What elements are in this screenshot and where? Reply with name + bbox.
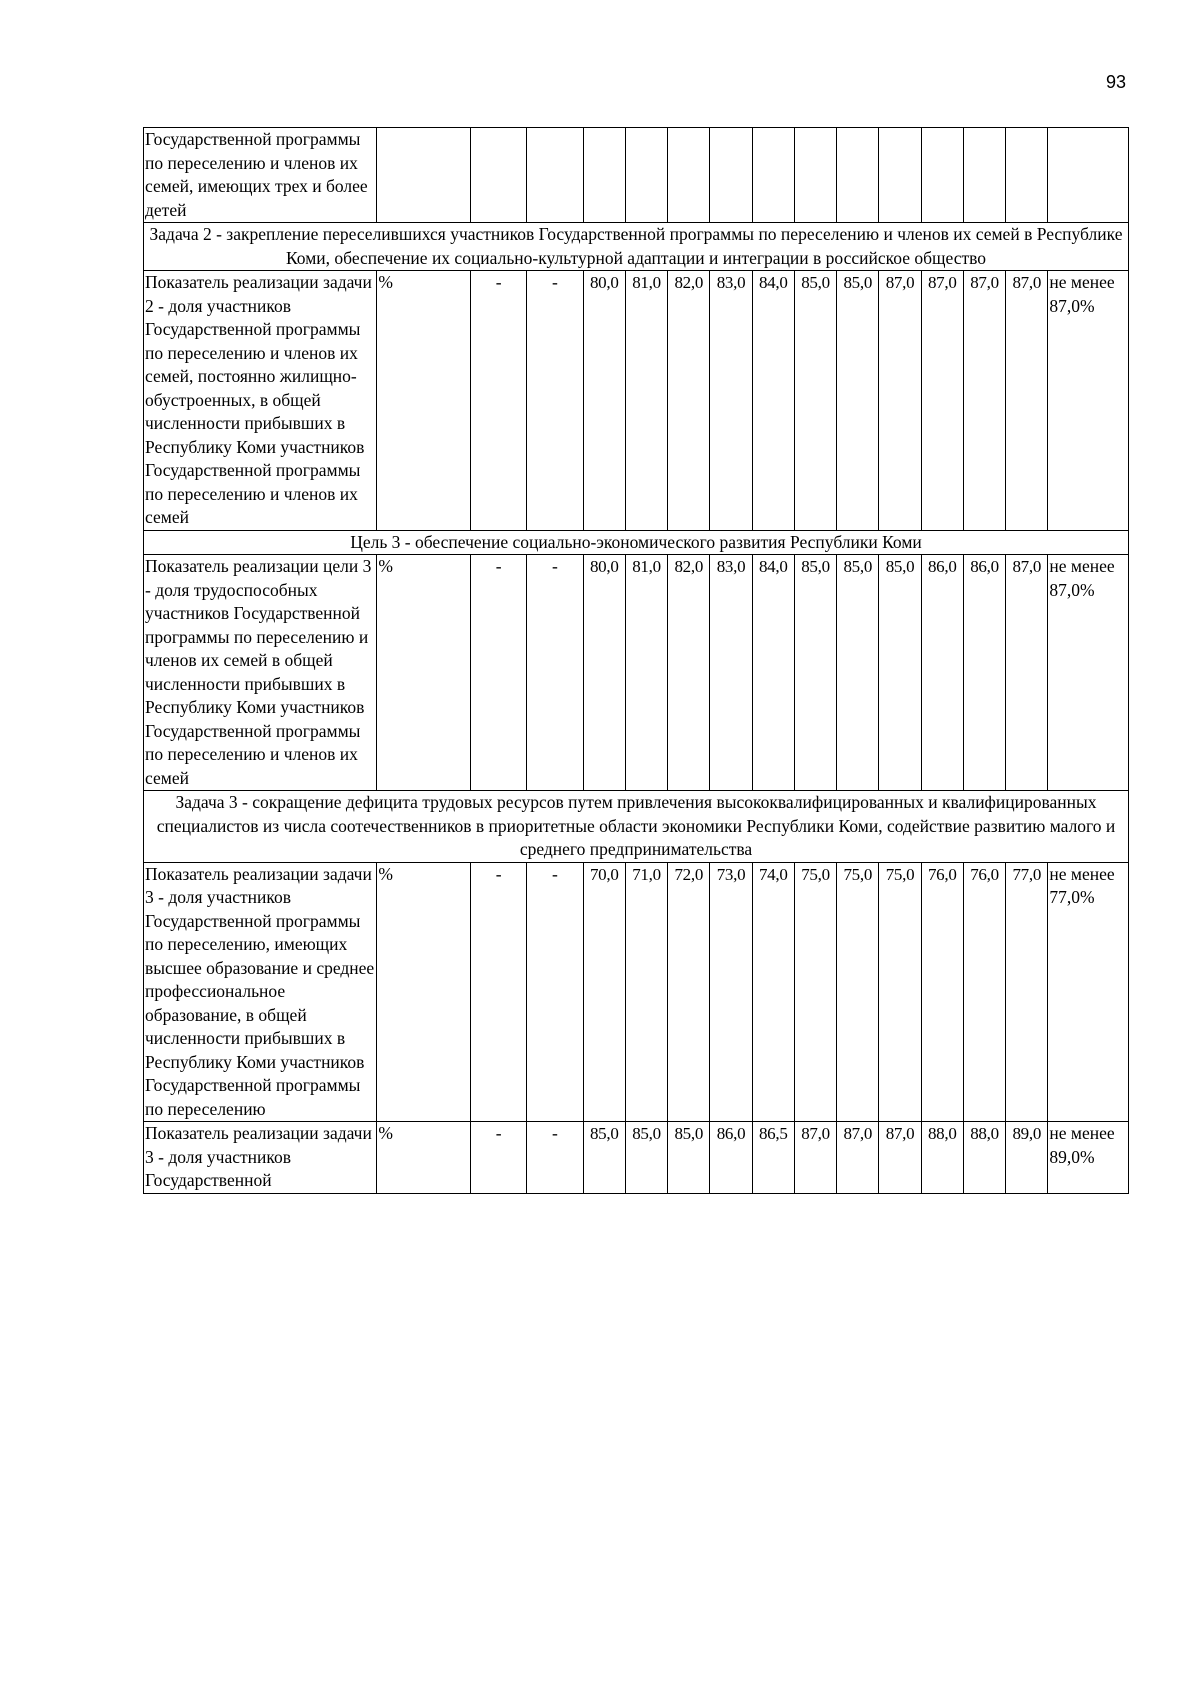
value-cell: 83,0 [710,271,752,531]
indicator-name: Показатель реализации цели 3 - доля трудоспособных участников Государственной программы по переселению и членов их семей в общей численности прибывших в Республику Коми участников Государственной программы по переселению и членов их семей [144,555,377,791]
goal-3-header: Цель 3 - обеспечение социально-экономического развития Республики Коми [144,530,1129,555]
value-cell: 72,0 [668,862,710,1122]
empty-cell [752,128,794,223]
value-cell: 81,0 [625,555,667,791]
dash-cell: - [470,271,526,531]
section-row [144,223,1129,271]
value-cell: 80,0 [583,555,625,791]
value-cell: 86,0 [921,555,963,791]
value-cell: 71,0 [625,862,667,1122]
value-cell: 85,0 [837,555,879,791]
value-cell: 75,0 [879,862,921,1122]
empty-cell [837,128,879,223]
empty-cell [710,128,752,223]
value-cell: 86,5 [752,1122,794,1194]
value-cell: 88,0 [963,1122,1005,1194]
unit-cell [377,128,471,223]
target-cell: не менее 87,0% [1048,555,1129,791]
value-cell: 77,0 [1006,862,1048,1122]
value-cell: 89,0 [1006,1122,1048,1194]
value-cell: 87,0 [1006,271,1048,531]
table-row [144,862,1129,1122]
value-cell: 85,0 [879,555,921,791]
value-cell: 82,0 [668,271,710,531]
value-cell: 86,0 [963,555,1005,791]
value-cell: 87,0 [1006,555,1048,791]
value-cell: 82,0 [668,555,710,791]
value-cell: 81,0 [625,271,667,531]
dash-cell: - [470,862,526,1122]
indicators-table [143,127,1129,1194]
value-cell: 85,0 [794,555,836,791]
empty-cell [527,128,583,223]
value-cell: 80,0 [583,271,625,531]
empty-cell [668,128,710,223]
unit-cell: % [377,271,471,531]
table-row [144,1122,1129,1194]
dash-cell: - [527,271,583,531]
table-row [144,271,1129,531]
empty-cell [879,128,921,223]
value-cell: 83,0 [710,555,752,791]
target-cell: не менее 89,0% [1048,1122,1129,1194]
value-cell: 85,0 [668,1122,710,1194]
target-cell: не менее 77,0% [1048,862,1129,1122]
value-cell: 84,0 [752,555,794,791]
task-2-header: Задача 2 - закрепление переселившихся участников Государственной программы по переселению и членов их семей в Республике Коми, обеспечение их социально-культурной адаптации и интеграции в российское общество [144,223,1129,271]
value-cell: 84,0 [752,271,794,531]
empty-cell [625,128,667,223]
dash-cell: - [527,1122,583,1194]
value-cell: 85,0 [625,1122,667,1194]
value-cell: 73,0 [710,862,752,1122]
indicator-name: Показатель реализации задачи 2 - доля участников Государственной программы по переселению и членов их семей, постоянно жилищно-обустроенных, в общей численности прибывших в Республику Коми участников Государственной программы по переселению и членов их семей [144,271,377,531]
table-row [144,555,1129,791]
unit-cell: % [377,555,471,791]
value-cell: 76,0 [963,862,1005,1122]
value-cell: 85,0 [837,271,879,531]
page-number: 93 [1105,72,1126,92]
indicator-name: Показатель реализации задачи 3 - доля участников Государственной [144,1122,377,1194]
value-cell: 74,0 [752,862,794,1122]
empty-cell [470,128,526,223]
value-cell: 88,0 [921,1122,963,1194]
value-cell: 87,0 [794,1122,836,1194]
value-cell: 87,0 [963,271,1005,531]
target-cell: не менее 87,0% [1048,271,1129,531]
unit-cell: % [377,1122,471,1194]
empty-cell [1048,128,1129,223]
task-3-header: Задача 3 - сокращение дефицита трудовых ресурсов путем привлечения высококвалифицированных и квалифицированных специалистов из числа соотечественников в приоритетные области экономики Республики Коми, содействие развитию малого и среднего предпринимательства [144,791,1129,863]
value-cell: 85,0 [583,1122,625,1194]
dash-cell: - [470,1122,526,1194]
value-cell: 87,0 [879,271,921,531]
section-row [144,791,1129,863]
indicator-name: Государственной программы по переселению и членов их семей, имеющих трех и более детей [144,128,377,223]
value-cell: 85,0 [794,271,836,531]
dash-cell: - [470,555,526,791]
value-cell: 75,0 [794,862,836,1122]
value-cell: 87,0 [837,1122,879,1194]
empty-cell [1006,128,1048,223]
empty-cell [963,128,1005,223]
dash-cell: - [527,862,583,1122]
empty-cell [921,128,963,223]
section-row [144,530,1129,555]
value-cell: 86,0 [710,1122,752,1194]
value-cell: 75,0 [837,862,879,1122]
empty-cell [794,128,836,223]
value-cell: 70,0 [583,862,625,1122]
value-cell: 87,0 [879,1122,921,1194]
empty-cell [583,128,625,223]
dash-cell: - [527,555,583,791]
table-row [144,128,1129,223]
value-cell: 76,0 [921,862,963,1122]
unit-cell: % [377,862,471,1122]
indicator-name: Показатель реализации задачи 3 - доля участников Государственной программы по переселению, имеющих высшее образование и среднее профессиональное образование, в общей численности прибывших в Республику Коми участников Государственной программы по переселению [144,862,377,1122]
value-cell: 87,0 [921,271,963,531]
